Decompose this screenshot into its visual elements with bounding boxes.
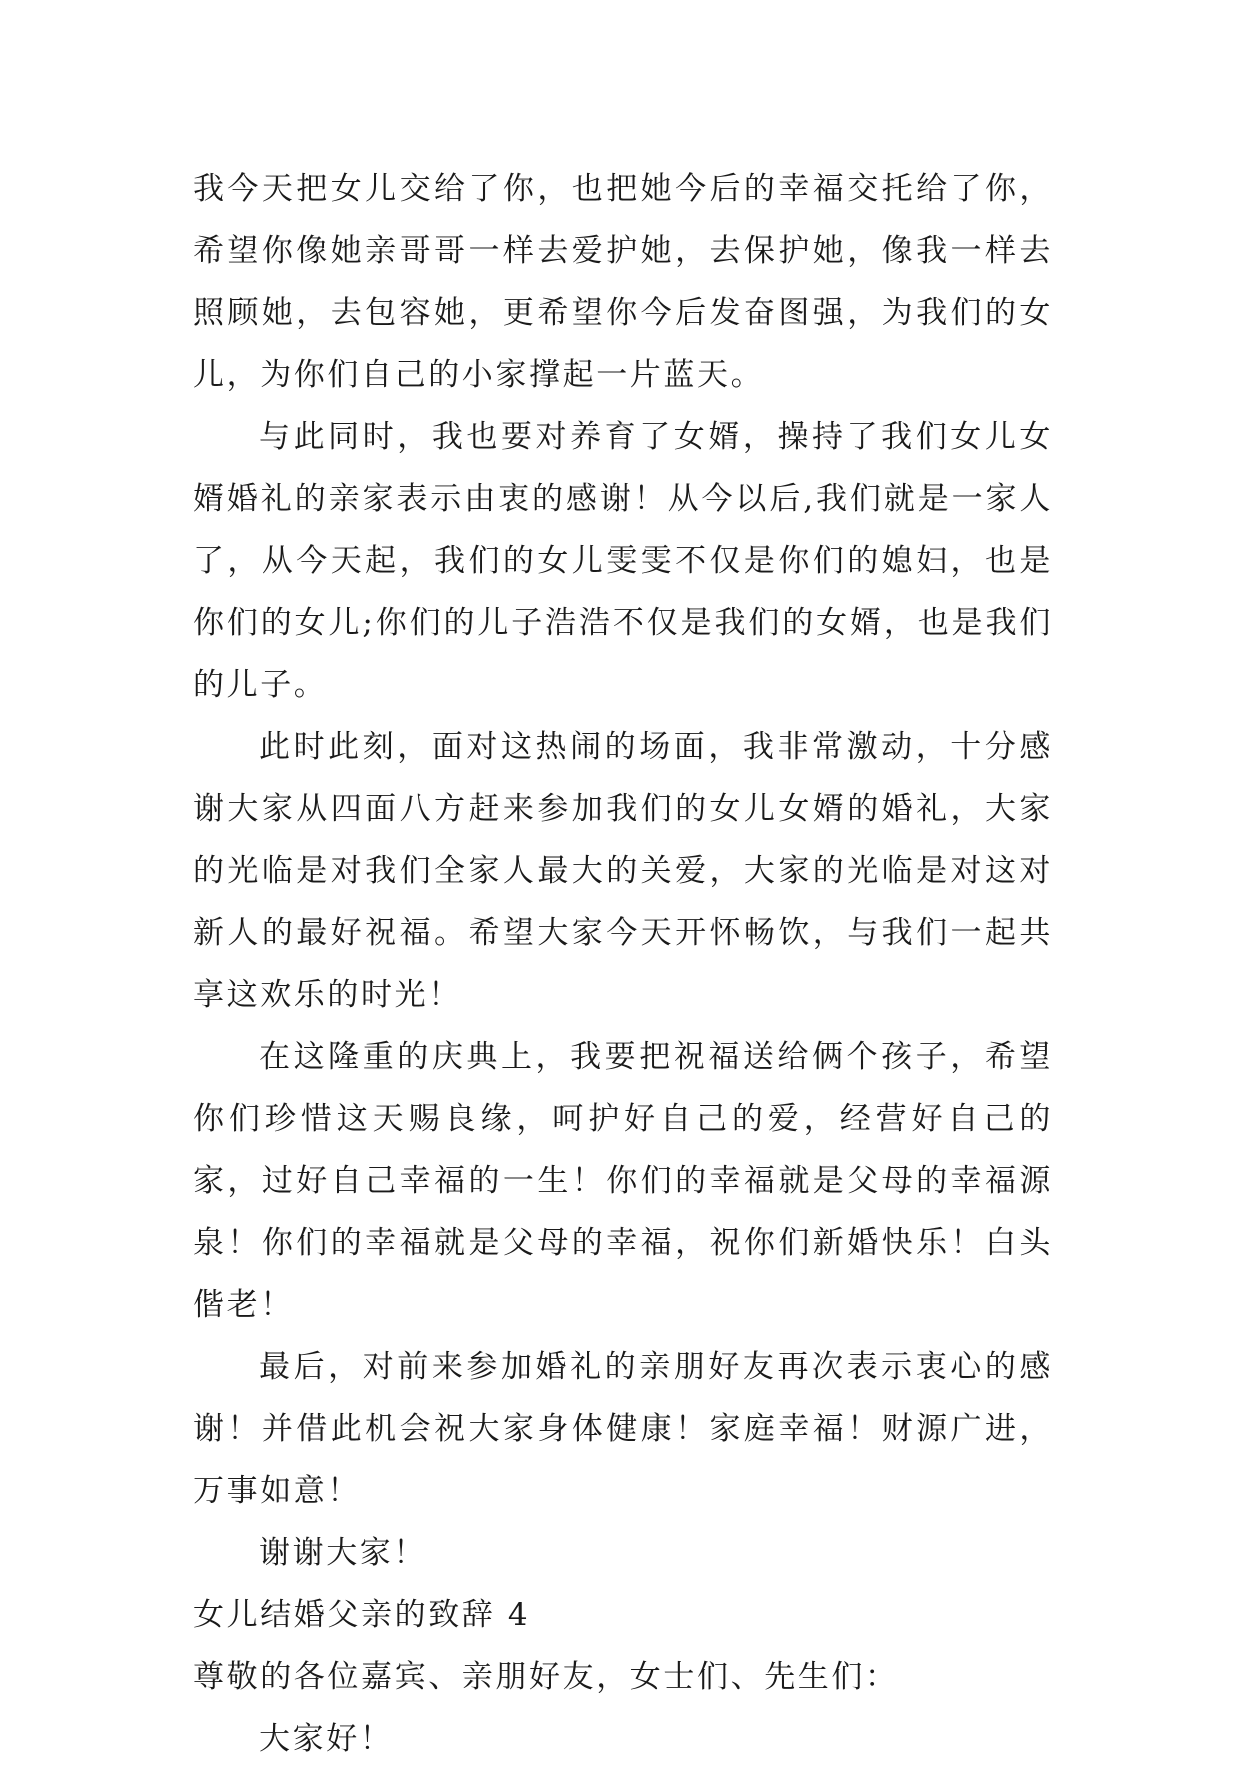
paragraph-salutation: 尊敬的各位嘉宾、亲朋好友，女士们、先生们： xyxy=(193,1659,899,1695)
paragraph-thank-you: 谢谢大家！ xyxy=(259,1535,427,1571)
paragraph-greeting: 大家好！ xyxy=(259,1721,394,1757)
paragraph-thank-in-laws: 与此同时，我也要对养育了女婿，操持了我们女儿女婿婚礼的亲家表示由衷的感谢！从今以后,我们就是一家人了，从今天起，我们的女儿雯雯不仅是你们的媳妇，也是你们的女儿;你们的儿子浩浩不仅是我们的女婿，也是我们的儿子。 xyxy=(193,419,1053,703)
paragraph-blessing-couple: 在这隆重的庆典上，我要把祝福送给俩个孩子，希望你们珍惜这天赐良缘，呵护好自己的爱，经营好自己的家，过好自己幸福的一生！你们的幸福就是父母的幸福源泉！你们的幸福就是父母的幸福，祝你们新婚快乐！白头偕老！ xyxy=(193,1039,1053,1323)
paragraph-entrust-daughter: 我今天把女儿交给了你，也把她今后的幸福交托给了你，希望你像她亲哥哥一样去爱护她，去保护她，像我一样去照顾她，去包容她，更希望你今后发奋图强，为我们的女儿，为你们自己的小家撑起一片蓝天。 xyxy=(193,171,1053,393)
document-body xyxy=(193,158,1053,1770)
paragraph-closing-thanks: 最后，对前来参加婚礼的亲朋好友再次表示衷心的感谢！并借此机会祝大家身体健康！家庭幸福！财源广进，万事如意！ xyxy=(193,1349,1053,1509)
paragraph-thank-guests: 此时此刻，面对这热闹的场面，我非常激动，十分感谢大家从四面八方赶来参加我们的女儿女婿的婚礼，大家的光临是对我们全家人最大的关爱，大家的光临是对这对新人的最好祝福。希望大家今天开怀畅饮，与我们一起共享这欢乐的时光！ xyxy=(193,729,1053,1013)
section-heading: 女儿结婚父亲的致辞 4 xyxy=(193,1597,531,1633)
